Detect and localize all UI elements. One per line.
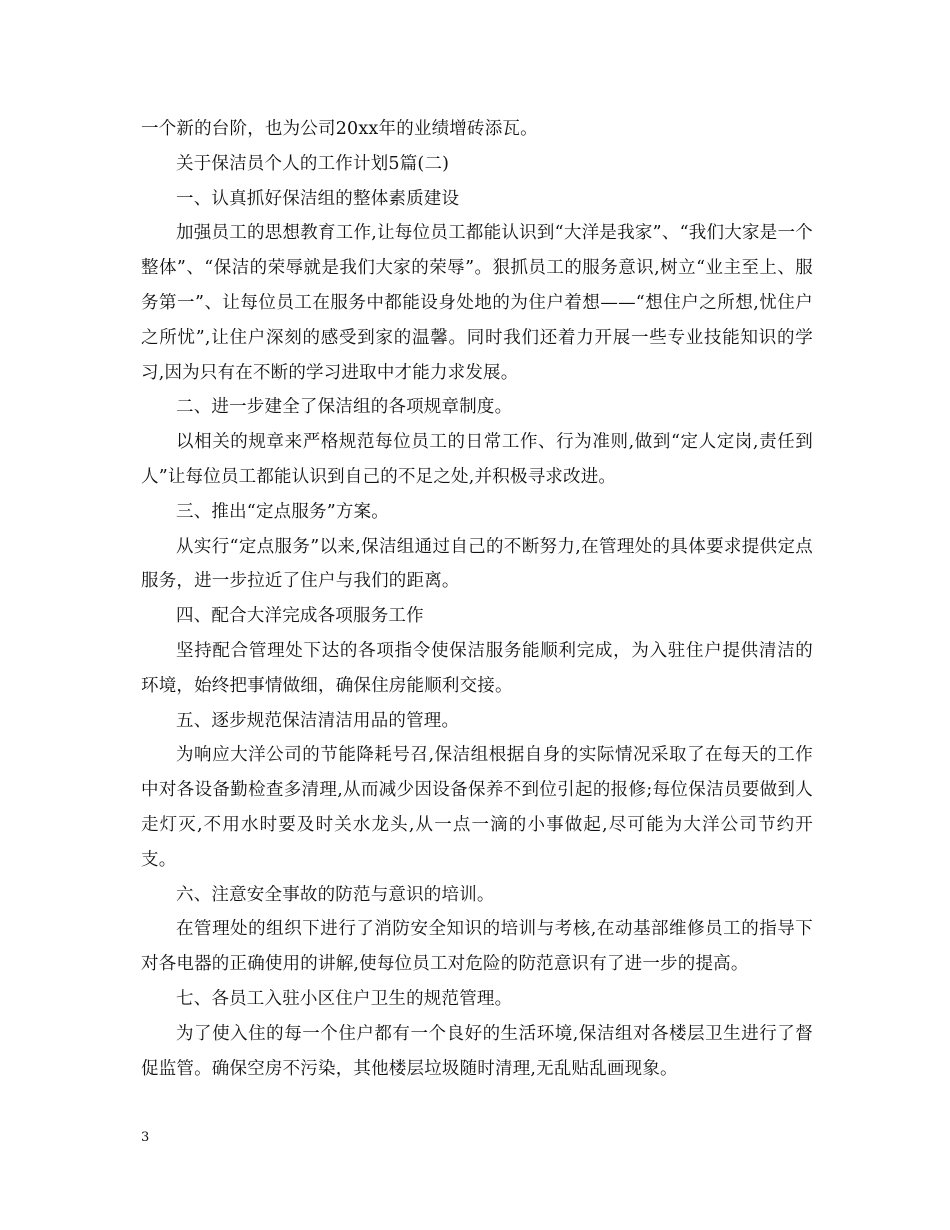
section-heading: 一、认真抓好保洁组的整体素质建设 xyxy=(176,188,460,209)
document-body xyxy=(141,112,813,1086)
section-heading: 五、逐步规范保洁清洁用品的管理。 xyxy=(176,710,460,731)
paragraph: 一个新的台阶，也为公司20xx年的业绩增砖添瓦。 xyxy=(141,119,538,139)
section-title: 关于保洁员个人的工作计划5篇(二) xyxy=(176,153,450,174)
section-heading: 七、各员工入驻小区住户卫生的规范管理。 xyxy=(176,988,513,1009)
paragraph: 以相关的规章来严格规范每位员工的日常工作、行为准则,做到“定人定岗,责任到人”让每位员工都能认识到自己的不足之处,并积极寻求改进。 xyxy=(141,432,813,487)
section-heading: 四、配合大洋完成各项服务工作 xyxy=(176,606,424,627)
paragraph: 为了使入住的每一个住户都有一个良好的生活环境,保洁组对各楼层卫生进行了督促监管。确保空房不污染，其他楼层垃圾随时清理,无乱贴乱画现象。 xyxy=(141,1023,813,1079)
section-heading: 二、进一步建全了保洁组的各项规章制度。 xyxy=(176,397,513,418)
paragraph: 坚持配合管理处下达的各项指令使保洁服务能顺利完成，为入驻住户提供清洁的环境，始终把事情做细，确保住房能顺利交接。 xyxy=(141,640,813,696)
paragraph: 从实行“定点服务”以来,保洁组通过自己的不断努力,在管理处的具体要求提供定点服务，进一步拉近了住户与我们的距离。 xyxy=(141,536,813,592)
paragraph: 为响应大洋公司的节能降耗号召,保洁组根据自身的实际情况采取了在每天的工作中对各设备勤检查多清理,从而减少因设备保养不到位引起的报修;每位保洁员要做到人走灯灭,不用水时要及时关水龙头,从一点一滴的小事做起,尽可能为大洋公司节约开支。 xyxy=(141,745,813,870)
section-heading: 三、推出“定点服务”方案。 xyxy=(176,501,389,522)
page-number: 3 xyxy=(141,1130,150,1145)
paragraph: 在管理处的组织下进行了消防安全知识的培训与考核,在动基部维修员工的指导下对各电器的正确使用的讲解,使每位员工对危险的防范意识有了进一步的提高。 xyxy=(141,919,813,975)
section-heading: 六、注意安全事故的防范与意识的培训。 xyxy=(176,884,495,905)
paragraph: 加强员工的思想教育工作,让每位员工都能认识到“大洋是我家”、“我们大家是一个整体”、“保洁的荣辱就是我们大家的荣辱”。狠抓员工的服务意识,树立“业主至上、服务第一”、让每位员工在服务中都能设身处地的为住户着想——“想住户之所想,忧住户之所忧”,让住户深刻的感受到家的温馨。同时我们还着力开展一些专业技能知识的学习,因为只有在不断的学习进取中才能力求发展。 xyxy=(141,223,813,383)
